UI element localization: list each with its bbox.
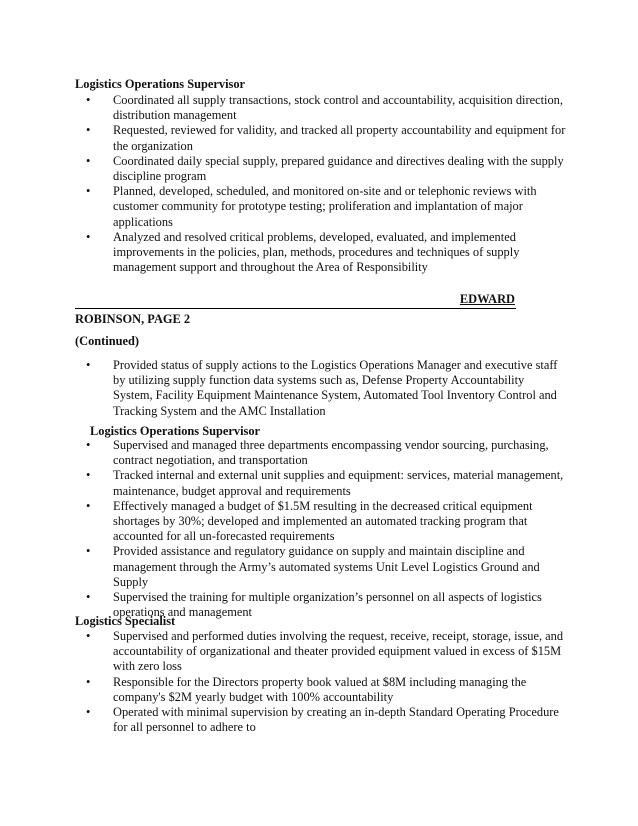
list-item (86, 93, 566, 123)
bullet-icon: • (86, 590, 91, 605)
bullet-text: Tracked internal and external unit supplies and equipment: services, material management, maintenance, budget approval and requirements (113, 468, 564, 498)
list-item (86, 358, 566, 419)
list-item (86, 705, 566, 735)
list-item (86, 123, 566, 153)
list-item (86, 499, 566, 545)
list-item (86, 438, 566, 468)
bullet-icon: • (86, 229, 91, 244)
bullet-text: Supervised the training for multiple organization’s personnel on all aspects of logistics operations and management (113, 590, 542, 620)
bullet-text: Effectively managed a budget of $1.5M resulting in the decreased critical equipment shortages by 30%; developed and implemented an automated tracking program that accounted for all un-forecasted requirements (113, 498, 533, 544)
section-title: Logistics Operations Supervisor (90, 424, 261, 438)
section-title: Logistics Operations Supervisor (75, 77, 246, 91)
bullet-text: Supervised and managed three departments encompassing vendor sourcing, purchasing, contract negotiation, and transportation (113, 438, 549, 468)
list-item (86, 675, 566, 705)
bullet-icon: • (86, 705, 91, 720)
section-title: Logistics Specialist (75, 614, 176, 628)
bullet-icon: • (86, 358, 91, 372)
list-item (86, 184, 566, 230)
name-first: EDWARD (459, 292, 515, 306)
bullet-icon: • (86, 184, 91, 199)
bullet-icon: • (86, 498, 91, 513)
list-item (86, 468, 566, 498)
bullet-list (86, 629, 566, 735)
bullet-text: Coordinated all supply transactions, stock control and accountability, acquisition direction, distribution management (113, 93, 563, 123)
bullet-text: Planned, developed, scheduled, and monitored on-site and or telephonic reviews with customer community for prototype testing; proliferation and implantation of major applications (113, 184, 537, 229)
list-item (86, 154, 566, 184)
bullet-text: Requested, reviewed for validity, and tracked all property accountability and equipment for the organization (113, 123, 566, 153)
name-header-line (75, 294, 516, 309)
bullet-text: Coordinated daily special supply, prepared guidance and directives dealing with the supply discipline program (113, 153, 564, 184)
bullet-icon: • (86, 123, 91, 138)
bullet-icon: • (86, 544, 91, 559)
bullet-icon: • (86, 153, 91, 168)
bullet-icon: • (86, 629, 91, 643)
bullet-text: Responsible for the Directors property book valued at $8M including managing the company's $2M yearly budget with 100% accountability (113, 674, 527, 704)
list-item (86, 230, 566, 276)
bullet-text: Provided assistance and regulatory guidance on supply and maintain discipline and management through the Army’s automated systems Unit Level Logistics Ground and Supply (113, 544, 540, 589)
bullet-text: Supervised and performed duties involving the request, receive, receipt, storage, issue, and accountability of organizational and theater provided equipment valued in excess of $15M with zero loss (113, 629, 564, 674)
bullet-icon: • (86, 93, 91, 107)
bullet-text: Provided status of supply actions to the Logistics Operations Manager and executive staff by utilizing supply function data systems such as, Defense Property Accountability System, Facility Equipment Maintenance System, Automated Tool Inventory Control and Tracking System and the AMC Installation (113, 358, 558, 418)
bullet-icon: • (86, 468, 91, 483)
bullet-list (86, 93, 566, 275)
bullet-icon: • (86, 438, 91, 452)
list-item (86, 544, 566, 590)
bullet-text: Operated with minimal supervision by creating an in-depth Standard Operating Procedure for all personnel to adhere to (113, 705, 559, 735)
bullet-icon: • (86, 674, 91, 689)
bullet-text: Analyzed and resolved critical problems, developed, evaluated, and implemented improvements in the policies, plan, methods, procedures and techniques of supply management support and throughout the Area of Responsibility (113, 229, 520, 275)
bullet-list (86, 438, 566, 620)
bullet-list (86, 358, 566, 419)
continued-label: (Continued) (75, 334, 140, 348)
name-second-line: ROBINSON, PAGE 2 (75, 312, 191, 326)
list-item (86, 629, 566, 675)
